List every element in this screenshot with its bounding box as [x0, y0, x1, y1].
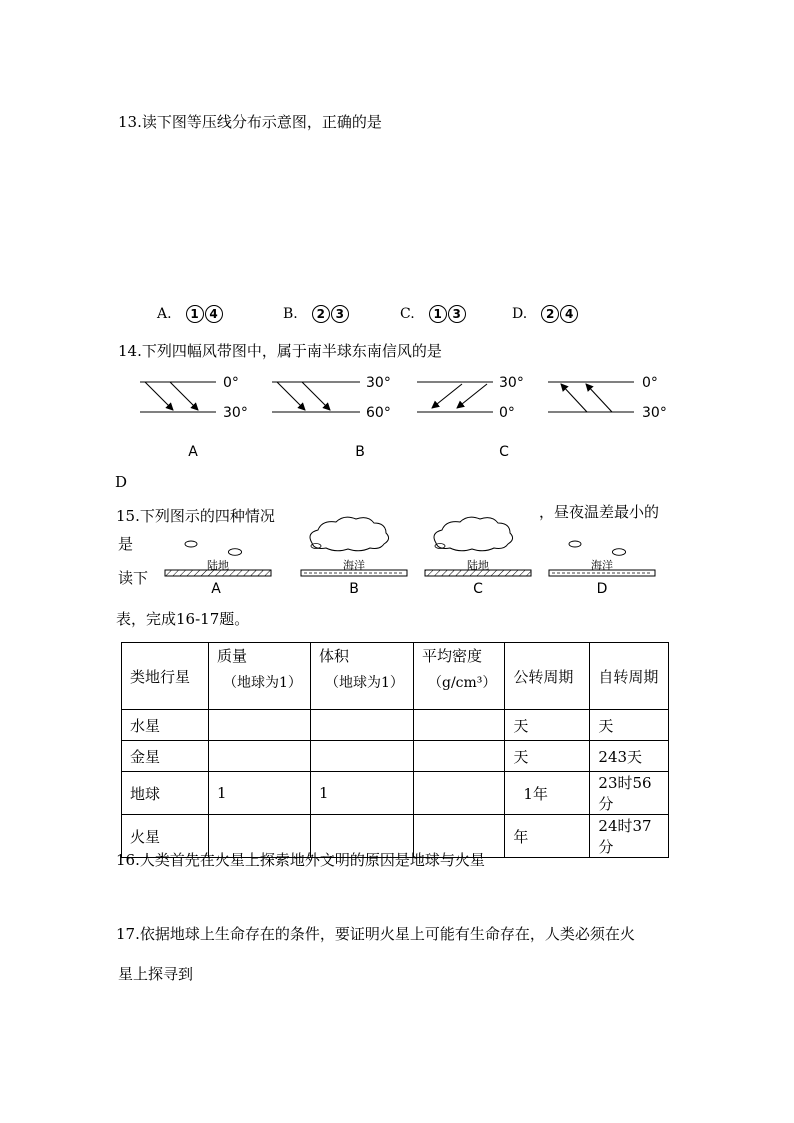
q17-line2: 星上探寻到	[118, 965, 194, 983]
table-cell: 地球	[122, 772, 209, 815]
q15-question-tail: 是	[118, 535, 134, 553]
diagram-label: A	[188, 444, 198, 460]
table-cell	[414, 710, 505, 741]
circled-number: 3	[448, 305, 466, 323]
option-letter: B.	[283, 306, 298, 322]
header-cell-orbit-period: 公转周期	[505, 643, 590, 710]
option-letter: D.	[512, 306, 528, 322]
table-row	[122, 772, 669, 815]
option-letter: C.	[400, 306, 415, 322]
wind-belt-panel-a	[140, 375, 248, 460]
table-cell: 金星	[122, 741, 209, 772]
table-cell: 1	[311, 772, 414, 815]
header-cell-density: 平均密度 （g/cm³）	[414, 643, 505, 710]
wind-arrow	[145, 382, 173, 410]
table-cell: 火星	[122, 815, 209, 858]
cloud-small	[569, 541, 581, 547]
latitude-label-bottom: 30°	[642, 405, 667, 421]
latitude-label-bottom: 60°	[366, 405, 391, 421]
table-cell	[209, 710, 311, 741]
circled-number: 2	[541, 305, 559, 323]
q13-option-a	[157, 305, 224, 323]
table-cell: 年	[505, 815, 590, 858]
latitude-label-top: 30°	[499, 375, 524, 391]
surface-label: 陆地	[467, 559, 489, 572]
latitude-label-bottom: 30°	[223, 405, 248, 421]
surface-label: 海洋	[591, 559, 613, 572]
wind-belt-panel-d	[548, 375, 667, 421]
q14-question: 14.下列四幅风带图中，属于南半球东南信风的是	[118, 342, 442, 360]
wind-belt-panel-c	[417, 375, 524, 460]
wind-belt-diagrams	[0, 370, 794, 470]
cloud-small	[185, 541, 197, 547]
option-letter: A.	[157, 306, 172, 322]
wind-arrow	[561, 384, 587, 412]
table-cell: 1	[209, 772, 311, 815]
table-header-row	[122, 643, 669, 710]
table-cell: 天	[590, 710, 669, 741]
table-cell: 天	[505, 741, 590, 772]
wind-belt-panel-b	[272, 375, 391, 460]
cloud-small	[228, 549, 241, 556]
panel-label: D	[596, 581, 608, 597]
panel-label: B	[349, 581, 359, 597]
reading-prefix: 读下	[118, 569, 149, 587]
table-cell: 23时56分	[590, 772, 669, 815]
table-cell: 24时37分	[590, 815, 669, 858]
circled-number: 4	[205, 305, 223, 323]
surface-label: 海洋	[343, 559, 365, 572]
wind-arrow	[302, 382, 330, 410]
table-row	[122, 741, 669, 772]
wind-arrow	[586, 384, 612, 412]
latitude-label-top: 0°	[642, 375, 658, 391]
circled-number: 2	[312, 305, 330, 323]
temperature-panel-c	[425, 517, 531, 597]
cloud-large	[310, 517, 389, 551]
cloud-small	[612, 549, 625, 556]
q13-question: 13.读下图等压线分布示意图，正确的是	[118, 113, 382, 131]
day-night-temperature-diagrams	[0, 515, 794, 600]
q15-question-end: ，昼夜温差最小的	[539, 503, 660, 521]
temperature-panel-d	[549, 541, 655, 597]
header-cell-planet: 类地行星	[122, 643, 209, 710]
cloud-large	[434, 517, 513, 551]
latitude-label-bottom: 0°	[499, 405, 515, 421]
latitude-label-top: 30°	[366, 375, 391, 391]
table-cell	[311, 741, 414, 772]
q16-question: 16.人类首先在火星上探索地外文明的原因是地球与火星	[116, 851, 485, 869]
panel-label: C	[473, 581, 483, 597]
q17-line1: 17.依据地球上生命存在的条件，要证明火星上可能有生命存在，人类必须在火	[116, 925, 635, 943]
surface-label: 陆地	[207, 559, 229, 572]
reading-line: 表，完成16-17题。	[116, 610, 250, 628]
wind-arrow	[432, 384, 462, 408]
wind-arrow	[277, 382, 305, 410]
circled-number: 3	[331, 305, 349, 323]
table-cell: 水星	[122, 710, 209, 741]
wind-arrow	[457, 384, 487, 408]
table-cell	[414, 772, 505, 815]
header-cell-volume: 体积 （地球为1）	[311, 643, 414, 710]
q14-option-d-label: D	[115, 473, 128, 491]
circled-number: 1	[186, 305, 204, 323]
diagram-label: C	[499, 444, 509, 460]
wind-arrow	[170, 382, 198, 410]
header-cell-rotation-period: 自转周期	[590, 643, 669, 710]
table-cell	[414, 741, 505, 772]
table-row	[122, 710, 669, 741]
circled-number: 1	[429, 305, 447, 323]
table-cell: 天	[505, 710, 590, 741]
planet-table	[121, 642, 669, 858]
q15-question-start: 15.下列图示的四种情况	[116, 507, 275, 525]
panel-label: A	[211, 581, 221, 597]
table-cell: 243天	[590, 741, 669, 772]
temperature-panel-b	[301, 517, 407, 597]
table-cell	[311, 710, 414, 741]
q13-option-b	[283, 305, 350, 323]
header-cell-mass: 质量 （地球为1）	[209, 643, 311, 710]
q13-option-c	[400, 305, 467, 323]
table-cell	[209, 741, 311, 772]
temperature-panel-a	[165, 541, 271, 597]
table-cell: 1年	[505, 772, 590, 815]
diagram-label: B	[355, 444, 365, 460]
latitude-label-top: 0°	[223, 375, 239, 391]
circled-number: 4	[560, 305, 578, 323]
q13-option-d	[512, 305, 579, 323]
